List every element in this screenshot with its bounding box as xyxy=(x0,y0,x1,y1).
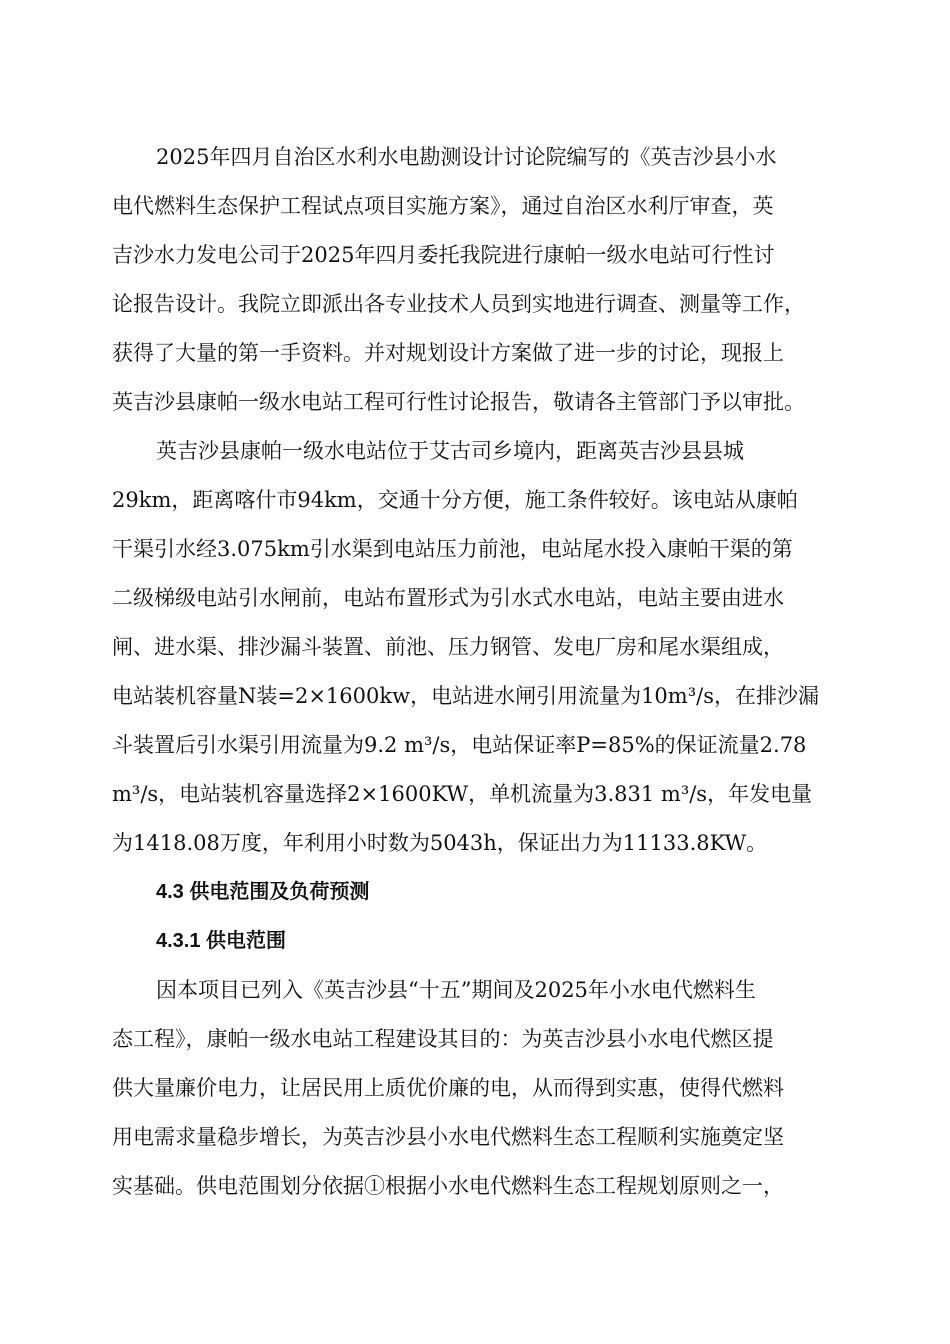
text-line: 获得了大量的第一手资料。并对规划设计方案做了进一步的讨论，现报上 xyxy=(112,341,784,365)
text-line: 供大量廉价电力，让居民用上质优价廉的电，从而得到实惠，使得代燃料 xyxy=(112,1076,784,1100)
text-line: 态工程》，康帕一级水电站工程建设其目的：为英吉沙县小水电代燃区提 xyxy=(112,1027,774,1051)
section-heading-4-3: 4.3 供电范围及负荷预测 xyxy=(156,881,370,903)
section-heading-4-3-1: 4.3.1 供电范围 xyxy=(156,930,287,952)
text-line: 用电需求量稳步增长，为英吉沙县小水电代燃料生态工程顺利实施奠定坚 xyxy=(112,1125,784,1149)
text-line: 斗装置后引水渠引用流量为9.2 m³/s，电站保证率P=85%的保证流量2.78 xyxy=(112,733,807,757)
text-line: 29km，距离喀什市94km，交通十分方便，施工条件较好。该电站从康帕 xyxy=(112,488,798,512)
text-line: 2025年四月自治区水利水电勘测设计讨论院编写的《英吉沙县小水 xyxy=(156,145,777,169)
text-line: 吉沙水力发电公司于2025年四月委托我院进行康帕一级水电站可行性讨 xyxy=(112,243,775,267)
paragraph-project-background xyxy=(112,133,840,427)
text-line: 为1418.08万度，年利用小时数为5043h，保证出力为11133.8KW。 xyxy=(112,831,768,855)
text-line: 英吉沙县康帕一级水电站工程可行性讨论报告，敬请各主管部门予以审批。 xyxy=(112,390,805,414)
text-line: 二级梯级电站引水闸前，电站布置形式为引水式水电站，电站主要由进水 xyxy=(112,586,784,610)
text-line: m³/s，电站装机容量选择2×1600KW，单机流量为3.831 m³/s，年发电量 xyxy=(112,782,813,806)
text-line: 英吉沙县康帕一级水电站位于艾古司乡境内，距离英吉沙县县城 xyxy=(156,439,744,463)
text-line: 因本项目已列入《英吉沙县“十五”期间及2025年小水电代燃料生 xyxy=(156,978,756,1002)
text-line: 电站装机容量N装=2×1600kw，电站进水闸引用流量为10m³/s，在排沙漏 xyxy=(112,684,819,708)
text-line: 电代燃料生态保护工程试点项目实施方案》，通过自治区水利厅审查，英 xyxy=(112,194,774,218)
text-line: 实基础。供电范围划分依据①根据小水电代燃料生态工程规划原则之一， xyxy=(112,1174,784,1198)
paragraph-station-overview xyxy=(112,427,840,868)
text-line: 干渠引水经3.075km引水渠到电站压力前池，电站尾水投入康帕干渠的第 xyxy=(112,537,793,561)
paragraph-supply-scope xyxy=(112,966,840,1211)
text-line: 论报告设计。我院立即派出各专业技术人员到实地进行调查、测量等工作， xyxy=(112,292,805,316)
text-line: 闸、进水渠、排沙漏斗装置、前池、压力钢管、发电厂房和尾水渠组成， xyxy=(112,635,784,659)
